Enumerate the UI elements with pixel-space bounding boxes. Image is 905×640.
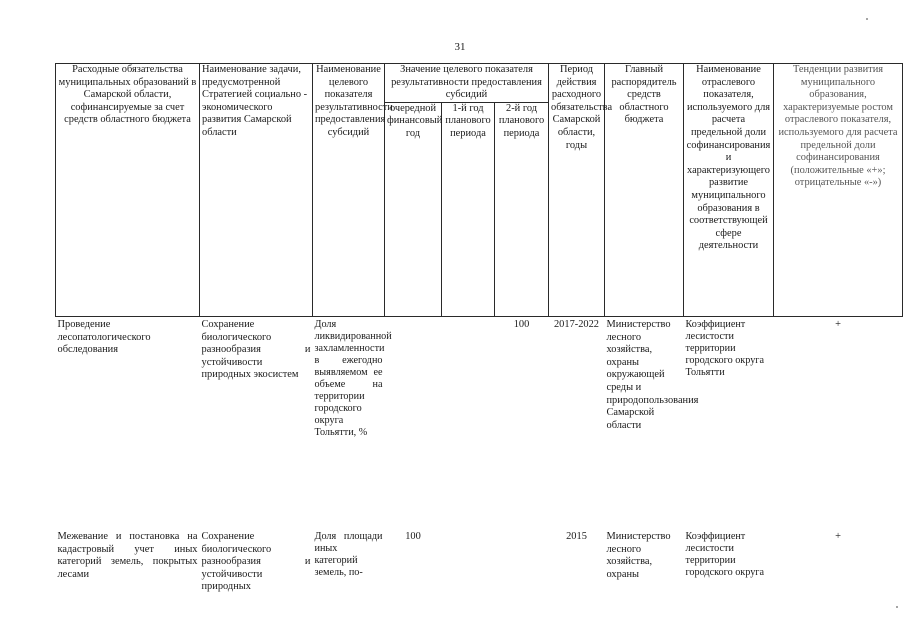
- cell-indicator: Доля ликвидированной захламленности в ежегодно выявляемом ее объеме на территории городского округа Тольятти, %: [314, 319, 392, 438]
- cell-indicator: Доля площади иных категорий земель, по-: [314, 531, 383, 578]
- cell-task: Сохранение биологического разнообразия и устойчивости природных экосистем: [201, 319, 311, 381]
- cell-expense: Проведение лесопатологического обследования: [57, 319, 151, 356]
- header-indicator-values: Значение целевого показателя результативности предоставления субсидий: [385, 64, 549, 103]
- header-expense-obligations: Расходные обязательства муниципальных образований в Самарской области, софинансируемые за счет средств областного бюджета: [56, 64, 200, 317]
- cell-value-plan-1: [442, 523, 495, 621]
- header-sector-indicator: Наименование отраслевого показателя, используемого для расчета предельной доли софинансирования и характеризующего развитие муниципального образования в соответствующей сфере деятельности: [684, 64, 774, 317]
- cell-period: 2017-2022: [553, 319, 600, 330]
- header-plan-year-2: 2-й год планового периода: [495, 102, 549, 316]
- header-trends: Тенденции развития муниципального образования, характеризуемые ростом отраслевого показателя, используемого для расчета предельной доли софинансирования (положительные «+»; отрицательные «-»): [774, 64, 903, 317]
- table-row: [56, 317, 903, 524]
- cell-value-plan-1: [442, 317, 495, 524]
- cell-trend: +: [835, 531, 841, 542]
- header-target-indicator: Наименование целевого показателя результативности предоставления субсидий: [313, 64, 385, 317]
- cell-value-plan-2: 100: [513, 319, 530, 330]
- table-header: [56, 64, 903, 317]
- cell-period: 2015: [566, 531, 587, 542]
- table-body: [56, 317, 903, 622]
- scan-speck: [866, 18, 868, 20]
- header-strategy-task: Наименование задачи, предусмотренной Стратегией социально - экономического развития Самарской области: [200, 64, 313, 317]
- cell-distributor: Министерство лесного хозяйства, охраны окружающей среды и природопользования Самарской области: [606, 319, 699, 431]
- cell-sector-indicator: Коэффициент лесистости территории городского округа Тольятти: [685, 319, 765, 378]
- table-row: [56, 523, 903, 621]
- header-period: Период действия расходного обязательства Самарской области, годы: [549, 64, 605, 317]
- subsidy-table-container: [55, 63, 903, 621]
- cell-trend: +: [835, 319, 841, 330]
- page-number: 31: [454, 41, 466, 53]
- cell-task: Сохранение биологического разнообразия и устойчивости природных: [201, 531, 311, 593]
- cell-value-next-year: 100: [405, 531, 421, 542]
- header-distributor: Главный распорядитель средств областного бюджета: [605, 64, 684, 317]
- cell-value-next-year: [385, 317, 442, 524]
- cell-value-plan-2: [495, 523, 549, 621]
- cell-expense: Межевание и постановка на кадастровый учет иных категорий земель, покрытых лесами: [57, 531, 198, 580]
- header-plan-year-1: 1-й год планового периода: [442, 102, 495, 316]
- cell-distributor: Министерство лесного хозяйства, охраны: [606, 531, 671, 580]
- subsidy-table: [55, 63, 903, 621]
- header-next-fiscal-year: очередной финансовый год: [385, 102, 442, 316]
- cell-sector-indicator: Коэффициент лесистости территории городского округа: [685, 531, 765, 578]
